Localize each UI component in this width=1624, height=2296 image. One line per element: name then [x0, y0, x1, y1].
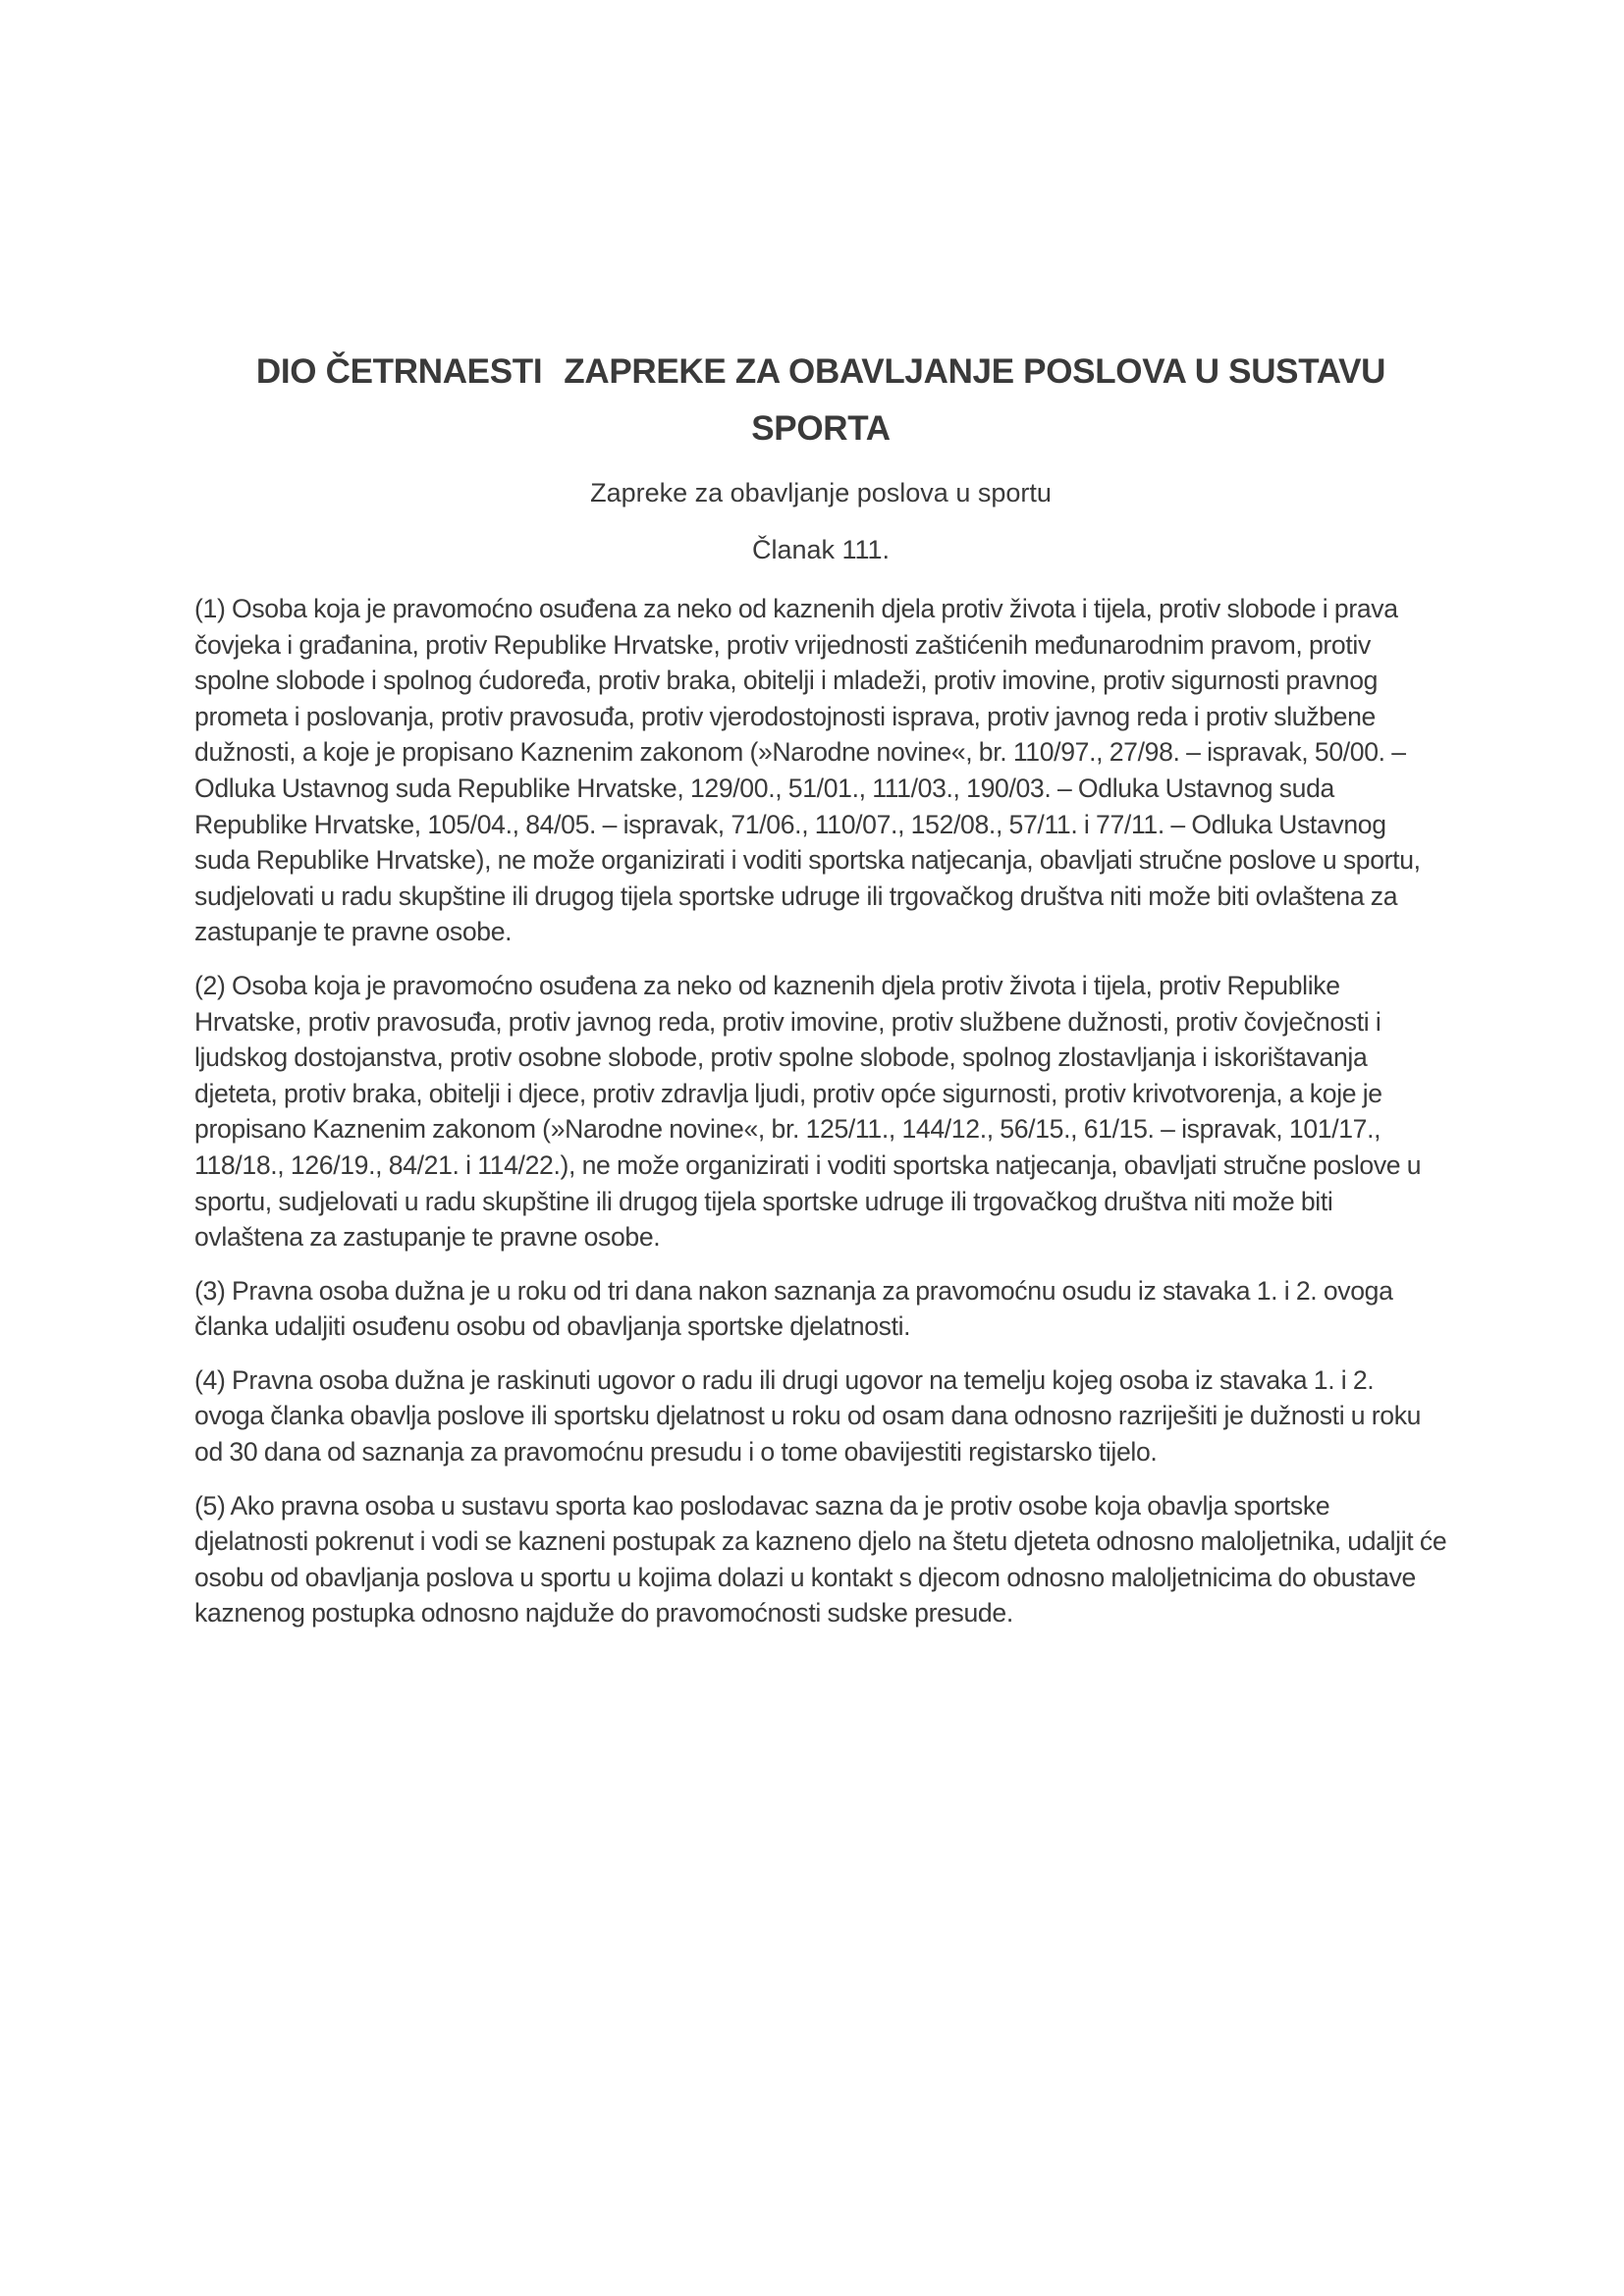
paragraph-3: (3) Pravna osoba dužna je u roku od tri dana nakon saznanja za pravomoćnu osudu iz stavaka 1. i 2. ovoga članka udaljiti osuđenu osobu od obavljanja sportske djelatnosti. — [194, 1275, 1393, 1342]
paragraph-2: (2) Osoba koja je pravomoćno osuđena za neko od kaznenih djela protiv života i tijela, protiv Republike Hrvatske, protiv pravosuđa, protiv javnog reda, protiv imovine, protiv službene dužnosti, protiv čovječnosti i ljudskog dostojanstva, protiv osobne slobode, protiv spolne slobode, spolnog zlostavljanja i iskorištavanja djeteta, protiv braka, obitelji i djece, protiv zdravlja ljudi, protiv opće sigurnosti, protiv krivotvorenja, a koje je propisano Kaznenim zakonom (»Narodne novine«, br. 125/11., 144/12., 56/15., 61/15. – ispravak, 101/17., 118/18., 126/19., 84/21. i 114/22.), ne može organizirati i voditi sportska natjecanja, obavljati stručne poslove u sportu, sudjelovati u radu skupštine ili drugog tijela sportske udruge ili trgovačkog društva niti može biti ovlaštena za zastupanje te pravne osobe. — [194, 970, 1422, 1253]
paragraph-1: (1) Osoba koja je pravomoćno osuđena za neko od kaznenih djela protiv života i tijela, protiv slobode i prava čovjeka i građanina, protiv Republike Hrvatske, protiv vrijednosti zaštićenih međunarodnim pravom, protiv spolne slobode i spolnog ćudoređa, protiv braka, obitelji i mladeži, protiv imovine, protiv sigurnosti pravnog prometa i poslovanja, protiv pravosuđa, protiv vjerodostojnosti isprava, protiv javnog reda i protiv službene dužnosti, a koje je propisano Kaznenim zakonom (»Narodne novine«, br. 110/97., 27/98. – ispravak, 50/00. – Odluka Ustavnog suda Republike Hrvatske, 129/00., 51/01., 111/03., 190/03. – Odluka Ustavnog suda Republike Hrvatske, 105/04., 84/05. – ispravak, 71/06., 110/07., 152/08., 57/11. i 77/11. – Odluka Ustavnog suda Republike Hrvatske), ne može organizirati i voditi sportska natjecanja, obavljati stručne poslove u sportu, sudjelovati u radu skupštine ili drugog tijela sportske udruge ili trgovačkog društva niti može biti ovlaštena za zastupanje te pravne osobe. — [194, 594, 1421, 947]
article-number: Članak 111. — [751, 535, 891, 564]
part-title: ZAPREKE ZA OBAVLJANJE POSLOVA U SUSTAVU SPORTA — [564, 352, 1386, 448]
part-label: DIO ČETRNAESTI — [255, 352, 543, 391]
section-subtitle: Zapreke za obavljanje poslova u sportu — [590, 478, 1052, 507]
paragraph-4: (4) Pravna osoba dužna je raskinuti ugovor o radu ili drugi ugovor na temelju kojeg osoba iz stavaka 1. i 2. ovoga članka obavlja poslove ili sportsku djelatnost u roku od osam dana odnosno razriješiti je dužnosti u roku od 30 dana od saznanja za pravomoćnu presudu i o tome obavijestiti registarsko tijelo. — [194, 1364, 1422, 1468]
paragraph-5: (5) Ako pravna osoba u sustavu sporta kao poslodavac sazna da je protiv osobe koja obavlja sportske djelatnosti pokrenut i vodi se kazneni postupak za kazneno djelo na štetu djeteta odnosno maloljetnika, udaljit će osobu od obavljanja poslova u sportu u kojima dolazi u kontakt s djecom odnosno maloljetnicima do obustave kaznenog postupka odnosno najduže do pravomoćnosti sudske presude. — [194, 1490, 1447, 1629]
part-heading — [194, 344, 1447, 457]
document-page — [194, 344, 1447, 1631]
